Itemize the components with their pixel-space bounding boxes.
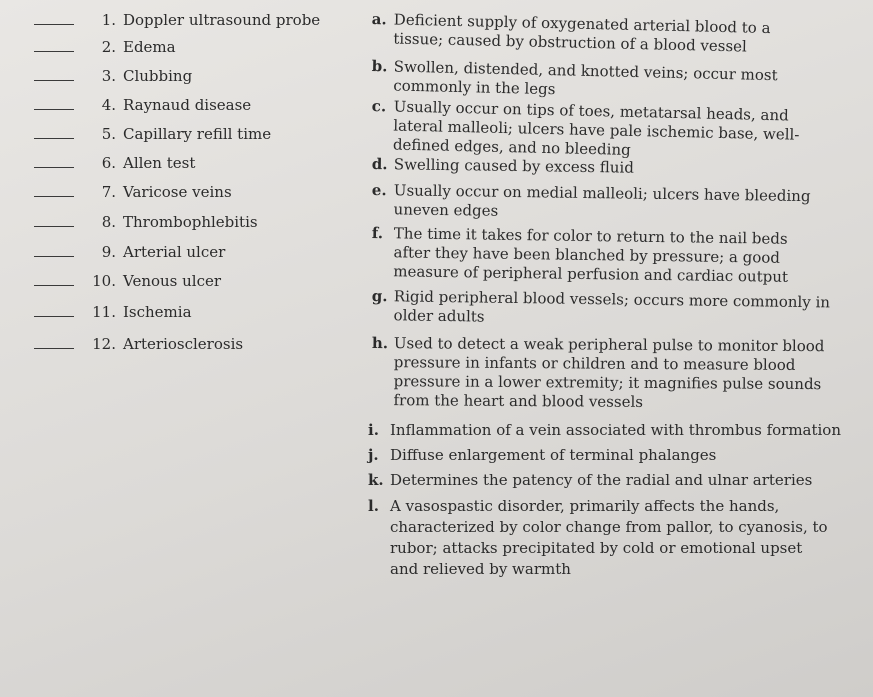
definition-text: Usually occur on tips of toes, metatarsal heads, and lateral malleoli; ulcers have pale ischemic base, well-defined edges, and no bleeding [392,97,800,159]
definition-item [371,287,831,331]
answer-blank[interactable] [34,10,74,25]
definition-letter: h. [371,334,389,353]
term-number: 6. [101,154,116,172]
term-number: 3. [101,67,116,85]
definition-item [368,471,848,490]
definition-text: Swollen, distended, and knotted veins; occur most commonly in the legs [393,57,778,99]
definition-text: Inflammation of a vein associated with thrombus formation [390,421,842,439]
term-number: 12. [92,335,116,353]
term-row [34,124,271,143]
term-label: Edema [123,38,176,56]
term-label: Ischemia [123,303,192,321]
definition-item [371,224,822,287]
term-row [34,37,176,56]
term-row [34,66,192,85]
answer-blank[interactable] [34,124,74,139]
term-number: 7. [101,183,116,201]
definition-letter: l. [368,497,379,515]
term-number: 4. [101,96,116,114]
term-number: 10. [92,272,116,290]
answer-blank[interactable] [34,37,74,52]
term-label: Varicose veins [123,183,232,201]
definition-letter: d. [371,155,388,174]
answer-blank[interactable] [34,302,74,317]
term-label: Arterial ulcer [123,243,226,261]
definition-letter: b. [371,57,388,76]
definition-text: The time it takes for color to return to the nail beds after they have been blanched by pressure; a good measure of peripheral perfusion and cardiac output [393,224,789,286]
definition-text: Deficient supply of oxygenated arterial blood to a tissue; caused by obstruction of a blood vessel [393,10,771,56]
term-row [34,182,232,201]
answer-blank[interactable] [34,153,74,168]
term-number: 11. [92,303,116,321]
definition-letter: k. [368,471,384,489]
term-row [34,271,221,290]
answer-blank[interactable] [34,95,74,110]
term-label: Doppler ultrasound probe [123,11,321,29]
definition-item [371,181,811,225]
term-row [34,334,243,353]
definition-text: Usually occur on medial malleoli; ulcers have bleeding uneven edges [393,181,811,220]
term-row [34,153,195,172]
answer-blank[interactable] [34,271,74,286]
term-number: 8. [101,213,116,231]
term-label: Raynaud disease [123,96,252,114]
term-number: 5. [101,125,116,143]
definition-item [371,334,827,413]
term-label: Capillary refill time [123,125,272,143]
term-number: 2. [101,38,116,56]
term-row [34,10,320,29]
term-number: 9. [101,243,116,261]
term-row [34,212,258,231]
definition-letter: c. [371,97,387,116]
definition-text: Determines the patency of the radial and ulnar arteries [390,471,813,489]
definition-item [371,97,812,164]
term-row [34,302,192,321]
answer-blank[interactable] [34,212,74,227]
term-row [34,242,225,261]
definition-letter: e. [371,181,387,200]
definition-text: A vasospastic disorder, primarily affects the hands, characterized by color change from pallor, to cyanosis, to rubor; attacks precipitated by cold or emotional upset and relieved by warmth [390,497,828,578]
answer-blank[interactable] [34,182,74,197]
definition-text: Rigid peripheral blood vessels; occurs more commonly in older adults [393,287,831,326]
definition-letter: i. [368,421,379,439]
term-label: Thrombophlebitis [123,213,258,231]
answer-blank[interactable] [34,242,74,257]
term-label: Arteriosclerosis [123,335,244,353]
term-row [34,95,251,114]
definition-text: Swelling caused by excess fluid [393,155,635,177]
definition-item [368,446,848,465]
answer-blank[interactable] [34,334,74,349]
term-number: 1. [101,11,116,29]
term-label: Clubbing [123,67,193,85]
definition-letter: g. [371,287,388,306]
definition-text: Used to detect a weak peripheral pulse to monitor blood pressure in infants or children and to measure blood pressure in a lower extremity; it magnifies pulse sounds from the heart and blood vessels [393,334,825,411]
definition-letter: f. [371,224,384,243]
definition-letter: a. [371,10,387,29]
answer-blank[interactable] [34,66,74,81]
definition-text: Diffuse enlargement of terminal phalanges [390,446,717,464]
term-label: Venous ulcer [123,272,222,290]
definition-item [368,421,848,440]
definition-item [368,496,828,580]
term-label: Allen test [123,154,196,172]
definition-item [371,10,822,58]
definition-letter: j. [368,446,379,464]
